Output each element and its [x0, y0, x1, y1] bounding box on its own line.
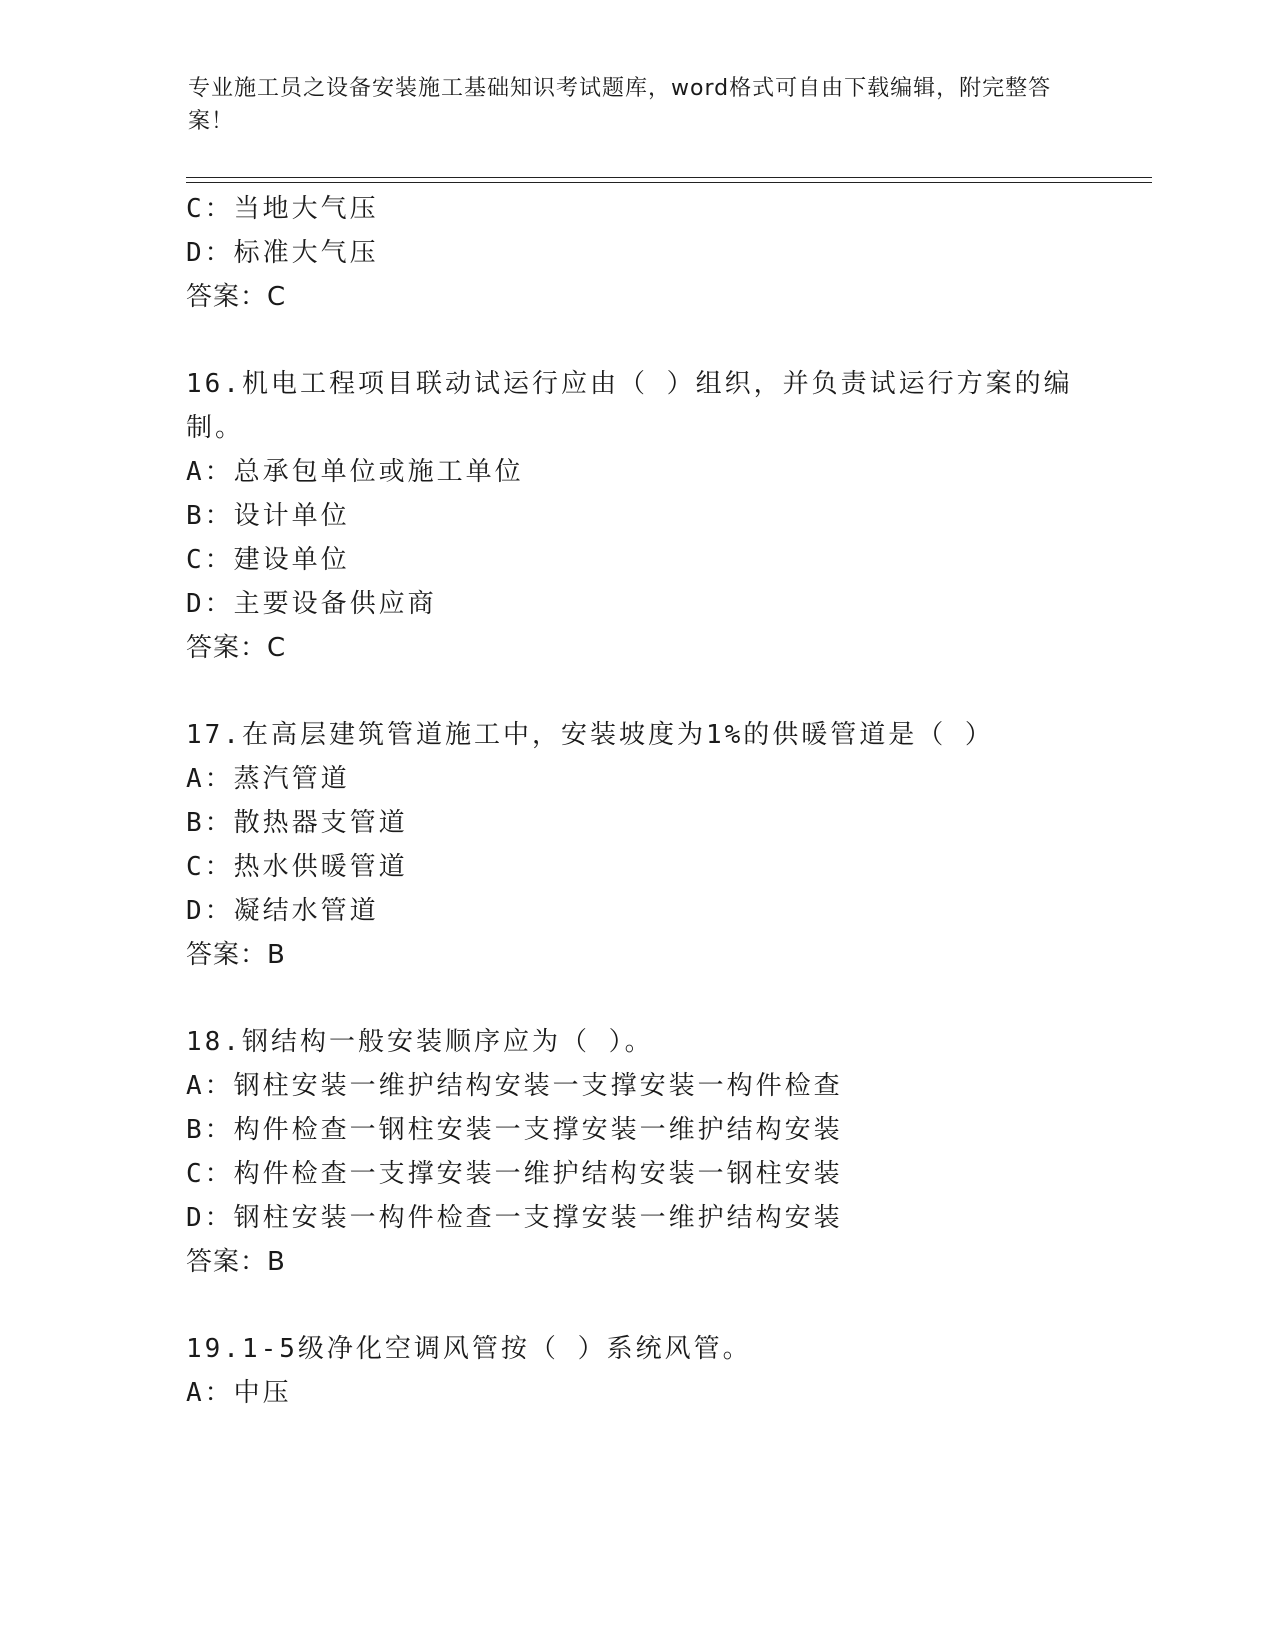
q18-option-d: D：钢柱安装一构件检查一支撑安装一维护结构安装 [186, 1203, 843, 1233]
prev-option-c: C：当地大气压 [186, 194, 379, 224]
q16-stem-line1: 16.机电工程项目联动试运行应由（ ）组织，并负责试运行方案的编 [186, 369, 1073, 399]
q18-option-c: C：构件检查一支撑安装一维护结构安装一钢柱安装 [186, 1159, 843, 1189]
q16-answer: 答案：C [186, 633, 287, 663]
q17-option-c: C：热水供暖管道 [186, 852, 408, 882]
q16-option-c: C：建设单位 [186, 545, 350, 575]
header-divider-top [186, 177, 1152, 178]
q19-option-a: A：中压 [186, 1378, 292, 1408]
q16-option-d: D：主要设备供应商 [186, 589, 437, 619]
q16-stem-line2: 制。 [186, 413, 245, 443]
q18-option-b: B：构件检查一钢柱安装一支撑安装一维护结构安装 [186, 1115, 843, 1145]
prev-option-d: D：标准大气压 [186, 238, 379, 268]
q17-stem: 17.在高层建筑管道施工中，安装坡度为1%的供暖管道是（ ） [186, 720, 994, 750]
q17-option-b: B：散热器支管道 [186, 808, 408, 838]
q17-option-d: D：凝结水管道 [186, 896, 379, 926]
header-divider-bottom [186, 182, 1152, 183]
document-header: 专业施工员之设备安装施工基础知识考试题库，word格式可自由下载编辑，附完整答案！ [188, 76, 1052, 134]
q18-option-a: A：钢柱安装一维护结构安装一支撑安装一构件检查 [186, 1071, 843, 1101]
prev-answer: 答案：C [186, 282, 287, 312]
q16-option-b: B：设计单位 [186, 501, 350, 531]
q18-answer: 答案：B [186, 1247, 286, 1277]
q17-answer: 答案：B [186, 940, 286, 970]
q18-stem: 18.钢结构一般安装顺序应为（ ）。 [186, 1027, 654, 1057]
q16-option-a: A：总承包单位或施工单位 [186, 457, 524, 487]
q19-stem: 19.1-5级净化空调风管按（ ）系统风管。 [186, 1334, 752, 1364]
q17-option-a: A：蒸汽管道 [186, 764, 350, 794]
